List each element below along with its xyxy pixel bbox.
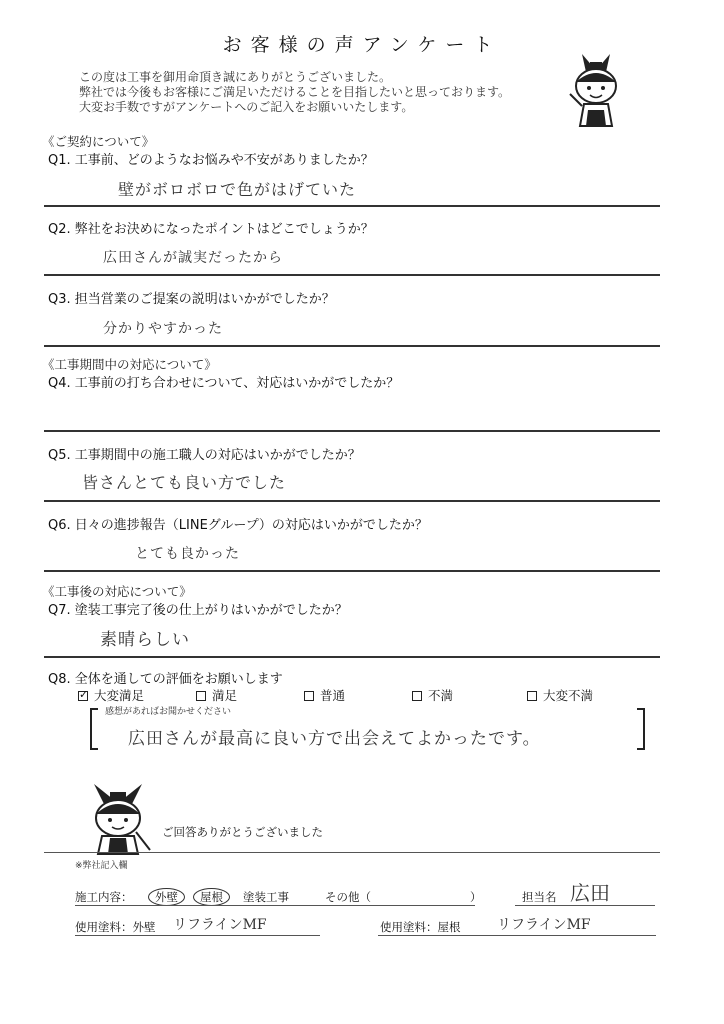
divider-5: [44, 500, 660, 502]
divider-7: [44, 656, 660, 658]
divider-6: [44, 570, 660, 572]
staff-name[interactable]: 広田: [570, 881, 610, 905]
question-1: Q1. 工事前、どのようなお悩みや不安がありましたか？: [48, 153, 374, 168]
staff-label: 担当名: [522, 890, 557, 904]
question-8: Q8. 全体を通しての評価をお願いします: [48, 672, 283, 687]
work-label: 施工内容：: [75, 890, 133, 904]
work-option-other[interactable]: その他（: [325, 890, 371, 904]
divider-1: [44, 205, 660, 207]
work-underline: [75, 905, 475, 906]
checkbox-icon[interactable]: [304, 691, 314, 701]
work-option-painting[interactable]: 塗装工事: [243, 890, 289, 904]
bracket-right: [637, 708, 645, 750]
answer-2: 広田さんが誠実だったから: [103, 250, 283, 266]
option-dissatisfied[interactable]: 不満: [412, 686, 453, 704]
work-option-other-close: ）: [470, 890, 482, 904]
answer-5: 皆さんとても良い方でした: [82, 473, 287, 492]
paint-wall-underline: [75, 935, 320, 936]
question-4: Q4. 工事前の打ち合わせについて、対応はいかがでしたか？: [48, 376, 400, 391]
work-option-exterior[interactable]: 外壁: [148, 889, 185, 905]
paint-wall-label: 使用塗料：外壁: [75, 920, 156, 934]
divider-3: [44, 345, 660, 347]
answer-1: 壁がボロボロで色がはげていた: [118, 180, 357, 199]
divider-office: [44, 852, 660, 853]
intro-line-3: 大変お手数ですがアンケートへのご記入をお願いいたします。: [79, 100, 414, 114]
question-2: Q2. 弊社をお決めになったポイントはどこでしょうか？: [48, 222, 374, 237]
answer-6: とても良かった: [135, 546, 240, 562]
question-6: Q6. 日々の進捗報告（LINEグループ）の対応はいかがでしたか？: [48, 518, 428, 533]
checkbox-checked-icon[interactable]: [78, 691, 88, 701]
option-very-satisfied[interactable]: ✓大変満足: [78, 686, 144, 704]
mascot-samurai-icon: [560, 42, 632, 134]
office-note: ※弊社記入欄: [75, 861, 128, 871]
question-7: Q7. 塗装工事完了後の仕上がりはいかがでしたか？: [48, 603, 348, 618]
comment-text[interactable]: 広田さんが最高に良い方で出会えてよかったです。: [128, 729, 541, 749]
answer-7: 素晴らしい: [100, 630, 190, 650]
intro-line-1: この度は工事を御用命頂き誠にありがとうございました。: [79, 70, 392, 84]
intro-line-2: 弊社では今後もお客様にご満足いただけることを目指したいと思っております。: [79, 85, 511, 99]
section-construction: 《工事期間中の対応について》: [42, 357, 217, 372]
option-very-dissatisfied[interactable]: 大変不満: [527, 686, 593, 704]
option-satisfied[interactable]: 満足: [196, 686, 237, 704]
divider-2: [44, 274, 660, 276]
section-after: 《工事後の対応について》: [42, 584, 192, 599]
bracket-left: [90, 708, 98, 750]
paint-roof-value[interactable]: リフラインMF: [497, 917, 591, 933]
mascot-samurai-icon: [80, 776, 156, 856]
checkbox-icon[interactable]: [196, 691, 206, 701]
checkbox-icon[interactable]: [412, 691, 422, 701]
question-3: Q3. 担当営業のご提案の説明はいかがでしたか？: [48, 292, 335, 307]
staff-underline: [515, 905, 655, 906]
section-contract: 《ご契約について》: [42, 134, 155, 149]
checkbox-icon[interactable]: [527, 691, 537, 701]
comment-label: 感想があればお聞かせください: [105, 707, 232, 717]
question-5: Q5. 工事期間中の施工職人の対応はいかがでしたか？: [48, 448, 361, 463]
option-neutral[interactable]: 普通: [304, 686, 345, 704]
paint-roof-underline: [378, 935, 656, 936]
work-option-roof[interactable]: 屋根: [193, 889, 230, 905]
page-title: お客様の声アンケート: [222, 34, 502, 56]
paint-wall-value[interactable]: リフラインMF: [173, 917, 267, 933]
divider-4: [44, 430, 660, 432]
answer-3: 分かりやすかった: [103, 321, 223, 337]
paint-roof-label: 使用塗料：屋根: [380, 920, 461, 934]
thanks-text: ご回答ありがとうございました: [162, 825, 323, 839]
